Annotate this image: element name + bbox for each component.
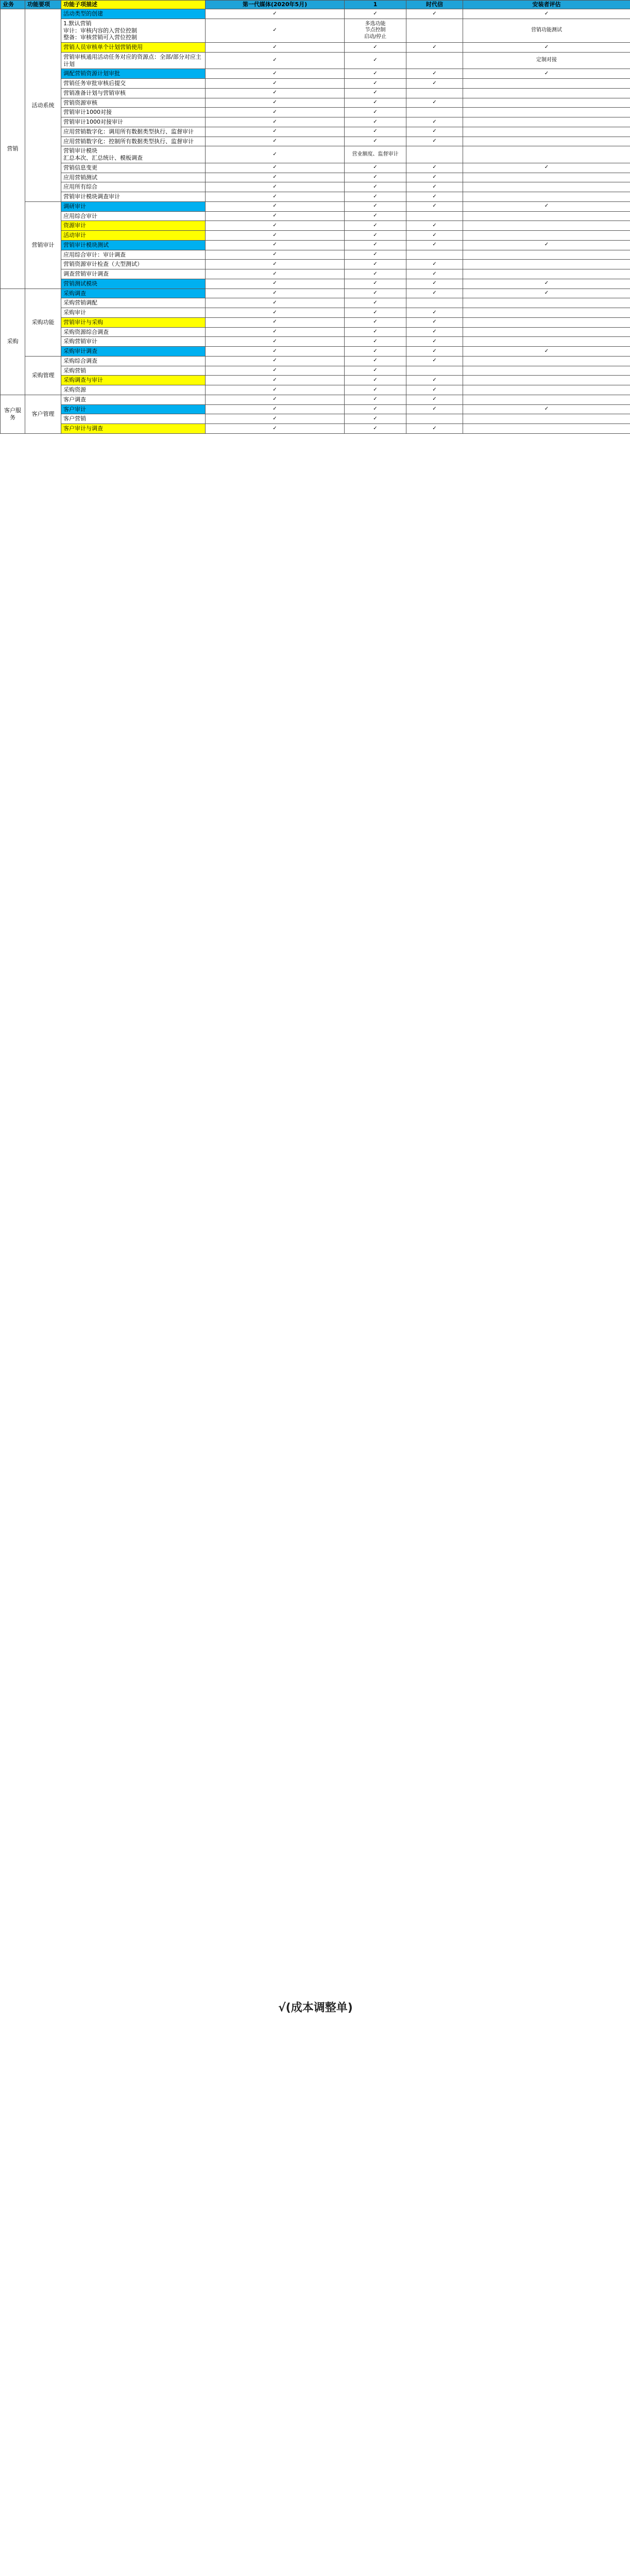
check-icon: ✓ bbox=[206, 173, 345, 182]
cell-value bbox=[406, 250, 463, 260]
check-icon: ✓ bbox=[406, 192, 463, 202]
feature-description: 营销审计模块 汇总本次、汇总统计、模板调查 bbox=[61, 146, 206, 163]
check-icon: ✓ bbox=[406, 279, 463, 289]
check-icon: ✓ bbox=[206, 211, 345, 221]
check-icon: ✓ bbox=[463, 201, 630, 211]
header-col7: 安装者评估 bbox=[463, 1, 630, 9]
feature-description: 营销审计模块测试 bbox=[61, 240, 206, 250]
feature-description: 采购调查 bbox=[61, 289, 206, 298]
table-row bbox=[1, 79, 630, 89]
section-label: 营销 bbox=[1, 9, 25, 289]
cell-value bbox=[463, 424, 630, 434]
check-icon: ✓ bbox=[345, 250, 406, 260]
feature-description: 采购营销 bbox=[61, 366, 206, 376]
check-icon: ✓ bbox=[345, 337, 406, 347]
check-icon: ✓ bbox=[345, 117, 406, 127]
cell-value bbox=[406, 19, 463, 42]
check-icon: ✓ bbox=[345, 79, 406, 89]
check-icon: ✓ bbox=[206, 98, 345, 108]
check-icon: ✓ bbox=[206, 317, 345, 327]
check-icon: ✓ bbox=[406, 327, 463, 337]
table-row bbox=[1, 69, 630, 79]
check-icon: ✓ bbox=[206, 79, 345, 89]
check-icon: ✓ bbox=[345, 173, 406, 182]
header-col3: 功能子项描述 bbox=[61, 1, 206, 9]
header-col5: 1 bbox=[345, 1, 406, 9]
cell-value bbox=[463, 221, 630, 231]
check-icon: ✓ bbox=[345, 69, 406, 79]
cell-value bbox=[463, 327, 630, 337]
check-icon: ✓ bbox=[345, 137, 406, 146]
feature-description: 采购综合调查 bbox=[61, 356, 206, 366]
check-icon: ✓ bbox=[406, 69, 463, 79]
check-icon: ✓ bbox=[206, 52, 345, 69]
check-icon: ✓ bbox=[406, 79, 463, 89]
feature-description: 客户营销 bbox=[61, 414, 206, 424]
table-row bbox=[1, 376, 630, 385]
table-row bbox=[1, 337, 630, 347]
table-row bbox=[1, 404, 630, 414]
table-row bbox=[1, 395, 630, 404]
cell-value bbox=[463, 137, 630, 146]
cell-value bbox=[463, 395, 630, 404]
cell-value bbox=[406, 88, 463, 98]
check-icon: ✓ bbox=[345, 376, 406, 385]
check-icon: ✓ bbox=[345, 9, 406, 19]
table-row bbox=[1, 347, 630, 357]
table-row bbox=[1, 327, 630, 337]
check-icon: ✓ bbox=[345, 395, 406, 404]
cell-value bbox=[463, 192, 630, 202]
check-icon: ✓ bbox=[406, 127, 463, 137]
check-icon: ✓ bbox=[463, 240, 630, 250]
check-icon: ✓ bbox=[206, 19, 345, 42]
table-row bbox=[1, 366, 630, 376]
check-icon: ✓ bbox=[345, 385, 406, 395]
check-icon: ✓ bbox=[406, 347, 463, 357]
check-icon: ✓ bbox=[463, 43, 630, 53]
feature-description: 营销审计1000对接审计 bbox=[61, 117, 206, 127]
feature-description: 营销人员审核单个计划营销使用 bbox=[61, 43, 206, 53]
feature-description: 客户审计 bbox=[61, 404, 206, 414]
check-icon: ✓ bbox=[206, 9, 345, 19]
table-row bbox=[1, 108, 630, 117]
cell-value: 营业额度、监督审计 bbox=[345, 146, 406, 163]
check-icon: ✓ bbox=[406, 173, 463, 182]
check-icon: ✓ bbox=[406, 385, 463, 395]
table-row bbox=[1, 308, 630, 318]
table-row bbox=[1, 385, 630, 395]
check-icon: ✓ bbox=[463, 404, 630, 414]
check-icon: ✓ bbox=[206, 137, 345, 146]
table-row bbox=[1, 221, 630, 231]
group-label: 活动系统 bbox=[25, 9, 61, 202]
cell-value bbox=[463, 211, 630, 221]
cell-value bbox=[463, 260, 630, 269]
feature-description: 营销任务审批审核后提交 bbox=[61, 79, 206, 89]
feature-description: 调研审计 bbox=[61, 201, 206, 211]
feature-description: 采购资源综合调查 bbox=[61, 327, 206, 337]
cell-value bbox=[463, 98, 630, 108]
group-label: 营销审计 bbox=[25, 201, 61, 289]
feature-matrix bbox=[0, 0, 630, 434]
check-icon: ✓ bbox=[206, 192, 345, 202]
check-icon: ✓ bbox=[206, 231, 345, 241]
check-icon: ✓ bbox=[345, 269, 406, 279]
cell-value bbox=[463, 308, 630, 318]
feature-description: 应用所有综合 bbox=[61, 182, 206, 192]
check-icon: ✓ bbox=[406, 163, 463, 173]
feature-description: 活动审计 bbox=[61, 231, 206, 241]
section-label: 采购 bbox=[1, 289, 25, 395]
cell-value bbox=[463, 317, 630, 327]
table-row bbox=[1, 211, 630, 221]
feature-description: 客户调查 bbox=[61, 395, 206, 404]
check-icon: ✓ bbox=[406, 356, 463, 366]
check-icon: ✓ bbox=[406, 317, 463, 327]
check-icon: ✓ bbox=[345, 231, 406, 241]
check-icon: ✓ bbox=[463, 279, 630, 289]
feature-description: 采购审计 bbox=[61, 308, 206, 318]
cell-value bbox=[463, 127, 630, 137]
check-icon: ✓ bbox=[406, 117, 463, 127]
check-icon: ✓ bbox=[345, 43, 406, 53]
check-icon: ✓ bbox=[206, 163, 345, 173]
check-icon: ✓ bbox=[406, 240, 463, 250]
check-icon: ✓ bbox=[406, 231, 463, 241]
check-icon: ✓ bbox=[406, 9, 463, 19]
check-icon: ✓ bbox=[206, 298, 345, 308]
check-icon: ✓ bbox=[406, 289, 463, 298]
check-icon: ✓ bbox=[345, 182, 406, 192]
check-icon: ✓ bbox=[406, 404, 463, 414]
feature-description: 应用营销数字化：调用所有数据类型执行、监督审计 bbox=[61, 127, 206, 137]
check-icon: ✓ bbox=[206, 108, 345, 117]
table-row bbox=[1, 127, 630, 137]
section-label: 客户服务 bbox=[1, 395, 25, 433]
check-icon: ✓ bbox=[406, 260, 463, 269]
table-row bbox=[1, 317, 630, 327]
cell-value: 多选功能 节点控制 启动/停止 bbox=[345, 19, 406, 42]
table-row bbox=[1, 201, 630, 211]
table-row bbox=[1, 163, 630, 173]
header-col6: 时代信 bbox=[406, 1, 463, 9]
check-icon: ✓ bbox=[206, 414, 345, 424]
cell-value bbox=[406, 414, 463, 424]
check-icon: ✓ bbox=[463, 347, 630, 357]
check-icon: ✓ bbox=[345, 260, 406, 269]
table-row bbox=[1, 52, 630, 69]
cell-value bbox=[463, 117, 630, 127]
cell-value bbox=[463, 231, 630, 241]
cell-value: 营销功能测试 bbox=[463, 19, 630, 42]
cell-value bbox=[406, 366, 463, 376]
cell-value bbox=[463, 173, 630, 182]
feature-description: 应用综合审计：审计调查 bbox=[61, 250, 206, 260]
check-icon: ✓ bbox=[206, 385, 345, 395]
feature-description: 应用综合审计 bbox=[61, 211, 206, 221]
cell-value bbox=[406, 211, 463, 221]
check-icon: ✓ bbox=[345, 327, 406, 337]
check-icon: ✓ bbox=[345, 347, 406, 357]
cell-value bbox=[463, 88, 630, 98]
check-icon: ✓ bbox=[406, 337, 463, 347]
check-icon: ✓ bbox=[206, 337, 345, 347]
check-icon: ✓ bbox=[345, 317, 406, 327]
feature-description: 采购资源 bbox=[61, 385, 206, 395]
table-row bbox=[1, 289, 630, 298]
feature-description: 营销测试模块 bbox=[61, 279, 206, 289]
check-icon: ✓ bbox=[345, 201, 406, 211]
check-icon: ✓ bbox=[463, 289, 630, 298]
table-row bbox=[1, 192, 630, 202]
check-icon: ✓ bbox=[206, 376, 345, 385]
table-row bbox=[1, 43, 630, 53]
check-icon: ✓ bbox=[345, 240, 406, 250]
feature-description: 营销审计与采购 bbox=[61, 317, 206, 327]
check-icon: ✓ bbox=[206, 43, 345, 53]
cell-value bbox=[463, 269, 630, 279]
cell-value bbox=[463, 366, 630, 376]
feature-description: 活动类型的创建 bbox=[61, 9, 206, 19]
cell-value bbox=[463, 385, 630, 395]
check-icon: ✓ bbox=[206, 117, 345, 127]
check-icon: ✓ bbox=[345, 127, 406, 137]
check-icon: ✓ bbox=[206, 279, 345, 289]
check-icon: ✓ bbox=[345, 308, 406, 318]
check-icon: ✓ bbox=[206, 424, 345, 434]
table-row bbox=[1, 424, 630, 434]
cell-value bbox=[406, 146, 463, 163]
check-icon: ✓ bbox=[345, 52, 406, 69]
feature-description: 客户审计与调查 bbox=[61, 424, 206, 434]
check-icon: ✓ bbox=[406, 395, 463, 404]
header-row bbox=[1, 1, 630, 9]
check-icon: ✓ bbox=[406, 376, 463, 385]
cell-value bbox=[463, 337, 630, 347]
check-icon: ✓ bbox=[206, 308, 345, 318]
table-row bbox=[1, 298, 630, 308]
check-icon: ✓ bbox=[463, 163, 630, 173]
header-col2: 功能要项 bbox=[25, 1, 61, 9]
cell-value bbox=[463, 414, 630, 424]
check-icon: ✓ bbox=[345, 211, 406, 221]
check-icon: ✓ bbox=[206, 347, 345, 357]
check-icon: ✓ bbox=[406, 269, 463, 279]
check-icon: ✓ bbox=[345, 289, 406, 298]
cell-value bbox=[463, 356, 630, 366]
check-icon: ✓ bbox=[206, 221, 345, 231]
table-row bbox=[1, 182, 630, 192]
check-icon: ✓ bbox=[345, 424, 406, 434]
feature-description: 采购审计调查 bbox=[61, 347, 206, 357]
feature-description: 营销信息变更 bbox=[61, 163, 206, 173]
check-icon: ✓ bbox=[345, 279, 406, 289]
check-icon: ✓ bbox=[206, 395, 345, 404]
group-label: 采购功能 bbox=[25, 289, 61, 356]
table-row bbox=[1, 240, 630, 250]
check-icon: ✓ bbox=[206, 127, 345, 137]
check-icon: ✓ bbox=[206, 404, 345, 414]
cell-value bbox=[463, 376, 630, 385]
check-icon: ✓ bbox=[406, 98, 463, 108]
check-icon: ✓ bbox=[345, 356, 406, 366]
check-icon: ✓ bbox=[345, 404, 406, 414]
check-icon: ✓ bbox=[206, 260, 345, 269]
feature-description: 营销资源审计检查（大型测试） bbox=[61, 260, 206, 269]
table-row bbox=[1, 146, 630, 163]
table-row bbox=[1, 117, 630, 127]
header-col1: 业务 bbox=[1, 1, 25, 9]
cell-value bbox=[406, 298, 463, 308]
check-icon: ✓ bbox=[206, 269, 345, 279]
check-icon: ✓ bbox=[463, 9, 630, 19]
feature-description: 营销资源审核 bbox=[61, 98, 206, 108]
feature-description: 采购营销审计 bbox=[61, 337, 206, 347]
feature-description: 营销审核通用活动任务对应的资源点：全部/部分对应主计划 bbox=[61, 52, 206, 69]
table-row bbox=[1, 279, 630, 289]
feature-description: 营销准备计划与营销审核 bbox=[61, 88, 206, 98]
cell-value bbox=[406, 52, 463, 69]
check-icon: ✓ bbox=[345, 366, 406, 376]
table-row bbox=[1, 260, 630, 269]
check-icon: ✓ bbox=[345, 88, 406, 98]
big-label-cost: √(成本调整单) bbox=[278, 2002, 353, 2014]
check-icon: ✓ bbox=[345, 298, 406, 308]
check-icon: ✓ bbox=[206, 182, 345, 192]
check-icon: ✓ bbox=[206, 366, 345, 376]
feature-description: 调查营销审计调查 bbox=[61, 269, 206, 279]
table-row bbox=[1, 173, 630, 182]
header-col4: 第一代媒体(2020年5月) bbox=[206, 1, 345, 9]
cell-value: 定制对接 bbox=[463, 52, 630, 69]
check-icon: ✓ bbox=[406, 137, 463, 146]
table-row bbox=[1, 356, 630, 366]
group-label: 采购管理 bbox=[25, 356, 61, 395]
table-row bbox=[1, 9, 630, 19]
check-icon: ✓ bbox=[406, 308, 463, 318]
check-icon: ✓ bbox=[345, 108, 406, 117]
check-icon: ✓ bbox=[406, 182, 463, 192]
table-row bbox=[1, 250, 630, 260]
cell-value bbox=[463, 79, 630, 89]
cell-value bbox=[463, 146, 630, 163]
check-icon: ✓ bbox=[206, 327, 345, 337]
feature-description: 1.默认营销 审计：审核内容的入营位控制 整备：审核营销可入营位控制 bbox=[61, 19, 206, 42]
feature-description: 应用营销数字化：控制所有数据类型执行、监督审计 bbox=[61, 137, 206, 146]
check-icon: ✓ bbox=[345, 98, 406, 108]
table-row bbox=[1, 414, 630, 424]
check-icon: ✓ bbox=[406, 424, 463, 434]
check-icon: ✓ bbox=[345, 163, 406, 173]
table-row bbox=[1, 88, 630, 98]
feature-description: 调配营销资源计划审批 bbox=[61, 69, 206, 79]
table-row bbox=[1, 19, 630, 42]
check-icon: ✓ bbox=[206, 240, 345, 250]
check-icon: ✓ bbox=[406, 43, 463, 53]
cell-value bbox=[463, 108, 630, 117]
feature-description: 应用营销测试 bbox=[61, 173, 206, 182]
cell-value bbox=[463, 250, 630, 260]
feature-description: 营销审计模块调查审计 bbox=[61, 192, 206, 202]
feature-description: 采购调查与审计 bbox=[61, 376, 206, 385]
feature-description: 采购营销调配 bbox=[61, 298, 206, 308]
cell-value bbox=[463, 182, 630, 192]
check-icon: ✓ bbox=[206, 356, 345, 366]
check-icon: ✓ bbox=[463, 69, 630, 79]
check-icon: ✓ bbox=[345, 221, 406, 231]
cell-value bbox=[406, 108, 463, 117]
group-label: 客户管理 bbox=[25, 395, 61, 433]
check-icon: ✓ bbox=[206, 250, 345, 260]
check-icon: ✓ bbox=[206, 146, 345, 163]
check-icon: ✓ bbox=[406, 201, 463, 211]
table-row bbox=[1, 231, 630, 241]
check-icon: ✓ bbox=[206, 289, 345, 298]
check-icon: ✓ bbox=[406, 221, 463, 231]
check-icon: ✓ bbox=[206, 201, 345, 211]
feature-description: 营销审计1000对接 bbox=[61, 108, 206, 117]
check-icon: ✓ bbox=[345, 192, 406, 202]
check-icon: ✓ bbox=[206, 69, 345, 79]
cell-value bbox=[463, 298, 630, 308]
check-icon: ✓ bbox=[206, 88, 345, 98]
feature-description: 资源审计 bbox=[61, 221, 206, 231]
check-icon: ✓ bbox=[345, 414, 406, 424]
table-row bbox=[1, 98, 630, 108]
table-row bbox=[1, 269, 630, 279]
table-row bbox=[1, 137, 630, 146]
